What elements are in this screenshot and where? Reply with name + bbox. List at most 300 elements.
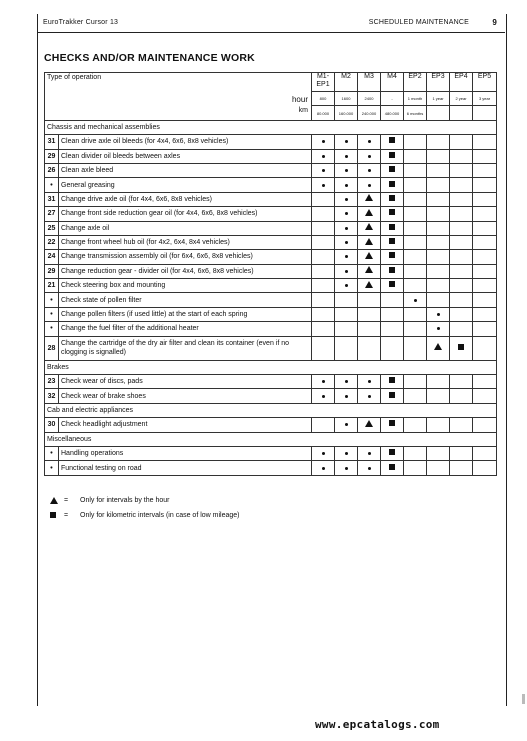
interval-mark-cell [404, 322, 427, 336]
interval-mark-cell [450, 135, 473, 149]
interval-mark-cell [312, 336, 335, 360]
interval-mark-cell [404, 336, 427, 360]
interval-mark-cell [404, 178, 427, 192]
operation-number: 24 [45, 250, 59, 264]
interval-km-value [473, 106, 497, 120]
interval-mark-cell [335, 307, 358, 321]
operation-description: Clean axle bleed [59, 163, 312, 177]
dot-mark [345, 198, 348, 201]
interval-mark-cell [335, 375, 358, 389]
table-row [45, 250, 497, 264]
operation-description: General greasing [59, 178, 312, 192]
dot-mark [368, 155, 371, 158]
interval-mark-cell [358, 336, 381, 360]
interval-mark-cell [473, 207, 497, 221]
interval-mark-cell [450, 279, 473, 293]
legend-text: Only for kilometric intervals (in case of low mileage) [80, 512, 240, 519]
operation-number: 28 [45, 336, 59, 360]
interval-mark-cell [381, 264, 404, 278]
interval-mark-cell [381, 446, 404, 460]
section-title-cell: Miscellaneous [45, 432, 497, 446]
table-row [45, 307, 497, 321]
interval-mark-cell [450, 163, 473, 177]
interval-mark-cell [312, 307, 335, 321]
interval-mark-cell [312, 461, 335, 475]
interval-column-header: M2 [335, 73, 358, 92]
square-mark [389, 152, 395, 158]
interval-mark-cell [427, 418, 450, 432]
interval-mark-cell [358, 279, 381, 293]
interval-mark-cell [381, 135, 404, 149]
interval-mark-cell [473, 149, 497, 163]
maintenance-table [44, 72, 497, 476]
interval-mark-cell [335, 461, 358, 475]
interval-mark-cell [381, 336, 404, 360]
dot-mark [345, 184, 348, 187]
section-title-cell: Brakes [45, 360, 497, 374]
interval-mark-cell [473, 293, 497, 307]
interval-mark-cell [358, 135, 381, 149]
interval-mark-cell [450, 418, 473, 432]
dot-mark [345, 395, 348, 398]
dot-mark [368, 467, 371, 470]
legend-item [50, 497, 170, 506]
interval-mark-cell [473, 178, 497, 192]
triangle-mark [365, 266, 373, 273]
interval-mark-cell [381, 250, 404, 264]
interval-mark-cell [312, 192, 335, 206]
legend-equals: = [64, 512, 69, 519]
operation-number: • [45, 307, 59, 321]
interval-mark-cell [335, 322, 358, 336]
triangle-mark [434, 343, 442, 350]
type-of-operation-header [45, 73, 312, 121]
square-mark [389, 252, 395, 258]
square-mark [389, 281, 395, 287]
triangle-mark [365, 252, 373, 259]
interval-mark-cell [312, 322, 335, 336]
interval-mark-cell [335, 418, 358, 432]
interval-mark-cell [381, 389, 404, 403]
square-mark [389, 195, 395, 201]
interval-mark-cell [427, 322, 450, 336]
triangle-mark [365, 223, 373, 230]
interval-mark-cell [450, 322, 473, 336]
interval-mark-cell [473, 264, 497, 278]
interval-mark-cell [312, 389, 335, 403]
triangle-mark [365, 194, 373, 201]
interval-mark-cell [312, 293, 335, 307]
interval-mark-cell [404, 221, 427, 235]
dot-mark [322, 155, 325, 158]
operation-description: Functional testing on road [59, 461, 312, 475]
interval-mark-cell [312, 135, 335, 149]
table-row [45, 375, 497, 389]
triangle-mark [365, 209, 373, 216]
interval-mark-cell [358, 192, 381, 206]
interval-mark-cell [404, 235, 427, 249]
operation-description: Change the cartridge of the dry air filter and clean its container (even if no clogging is signalled) [59, 336, 312, 360]
square-mark [389, 267, 395, 273]
dot-mark [345, 140, 348, 143]
interval-km-value: 6 months [404, 106, 427, 120]
square-mark [389, 464, 395, 470]
operation-number: • [45, 461, 59, 475]
interval-mark-cell [450, 264, 473, 278]
table-row [45, 192, 497, 206]
table-row [45, 389, 497, 403]
operation-description: Change front wheel hub oil (for 4x2, 6x4, 8x4 vehicles) [59, 235, 312, 249]
interval-mark-cell [335, 279, 358, 293]
interval-mark-cell [312, 207, 335, 221]
dot-mark [345, 155, 348, 158]
interval-mark-cell [358, 149, 381, 163]
interval-mark-cell [358, 235, 381, 249]
interval-mark-cell [404, 418, 427, 432]
interval-km-value: 240.000 [358, 106, 381, 120]
section-title-cell: Cab and electric appliances [45, 403, 497, 417]
dot-mark [345, 284, 348, 287]
dot-mark [368, 140, 371, 143]
operation-description: Change the fuel filter of the additional heater [59, 322, 312, 336]
interval-mark-cell [427, 336, 450, 360]
operation-number: • [45, 293, 59, 307]
interval-mark-cell [335, 293, 358, 307]
interval-mark-cell [427, 178, 450, 192]
operation-description: Handling operations [59, 446, 312, 460]
triangle-mark [365, 281, 373, 288]
table-row [45, 461, 497, 475]
interval-mark-cell [404, 192, 427, 206]
interval-mark-cell [381, 192, 404, 206]
operation-number: 29 [45, 264, 59, 278]
interval-mark-cell [450, 192, 473, 206]
interval-mark-cell [335, 149, 358, 163]
square-mark [50, 512, 56, 518]
triangle-mark [365, 420, 373, 427]
interval-mark-cell [381, 163, 404, 177]
interval-hour-value: 1600 [335, 92, 358, 106]
operation-description: Change transmission assembly oil (for 6x4, 6x6, 8x8 vehicles) [59, 250, 312, 264]
operation-description: Check steering box and mounting [59, 279, 312, 293]
operation-description: Change reduction gear - divider oil (for 4x4, 6x6, 8x8 vehicles) [59, 264, 312, 278]
interval-column-header: EP4 [450, 73, 473, 92]
operation-description: Check wear of discs, pads [59, 375, 312, 389]
interval-mark-cell [450, 293, 473, 307]
dot-mark [345, 452, 348, 455]
interval-mark-cell [381, 221, 404, 235]
operation-description: Check wear of brake shoes [59, 389, 312, 403]
square-mark [389, 238, 395, 244]
operation-description: Check state of pollen filter [59, 293, 312, 307]
interval-column-header: EP2 [404, 73, 427, 92]
interval-mark-cell [473, 375, 497, 389]
interval-mark-cell [358, 163, 381, 177]
interval-mark-cell [450, 250, 473, 264]
interval-mark-cell [473, 279, 497, 293]
interval-mark-cell [473, 307, 497, 321]
interval-mark-cell [335, 389, 358, 403]
interval-mark-cell [427, 461, 450, 475]
table-row [45, 163, 497, 177]
interval-mark-cell [473, 250, 497, 264]
interval-mark-cell [473, 135, 497, 149]
dot-mark [322, 395, 325, 398]
scrollbar-thumb[interactable] [522, 694, 525, 704]
interval-mark-cell [335, 192, 358, 206]
interval-mark-cell [450, 389, 473, 403]
dot-mark [322, 184, 325, 187]
interval-mark-cell [450, 307, 473, 321]
interval-mark-cell [473, 192, 497, 206]
interval-mark-cell [358, 250, 381, 264]
footer-url[interactable]: www.epcatalogs.com [315, 718, 440, 731]
square-mark [389, 166, 395, 172]
page-number: 9 [492, 18, 497, 27]
dot-mark [345, 169, 348, 172]
interval-mark-cell [358, 322, 381, 336]
interval-mark-cell [335, 336, 358, 360]
interval-mark-cell [450, 235, 473, 249]
table-row [45, 221, 497, 235]
interval-mark-cell [427, 235, 450, 249]
interval-mark-cell [427, 192, 450, 206]
interval-mark-cell [358, 389, 381, 403]
dot-mark [322, 380, 325, 383]
interval-mark-cell [427, 250, 450, 264]
interval-column-header: EP3 [427, 73, 450, 92]
operation-description: Change drive axle oil (for 4x4, 6x6, 8x8 vehicles) [59, 192, 312, 206]
interval-mark-cell [312, 250, 335, 264]
interval-hour-value: - [381, 92, 404, 106]
dot-mark [345, 255, 348, 258]
operation-number: 26 [45, 163, 59, 177]
dot-mark [414, 299, 417, 302]
square-mark [389, 449, 395, 455]
section-title-cell: Chassis and mechanical assemblies [45, 120, 497, 134]
interval-mark-cell [358, 461, 381, 475]
dot-mark [322, 467, 325, 470]
operation-number: • [45, 322, 59, 336]
operation-number: 31 [45, 192, 59, 206]
interval-mark-cell [427, 389, 450, 403]
interval-mark-cell [312, 178, 335, 192]
section-row [45, 360, 497, 374]
operation-number: 30 [45, 418, 59, 432]
interval-mark-cell [358, 375, 381, 389]
interval-mark-cell [404, 264, 427, 278]
triangle-mark [50, 497, 58, 504]
interval-mark-cell [473, 389, 497, 403]
interval-mark-cell [358, 446, 381, 460]
interval-mark-cell [450, 446, 473, 460]
interval-mark-cell [312, 264, 335, 278]
table-row [45, 322, 497, 336]
km-label: km [298, 107, 308, 114]
hour-label: hour [291, 95, 308, 104]
interval-mark-cell [450, 375, 473, 389]
dot-mark [368, 395, 371, 398]
triangle-mark [365, 238, 373, 245]
interval-mark-cell [473, 322, 497, 336]
interval-mark-cell [358, 293, 381, 307]
interval-mark-cell [427, 279, 450, 293]
interval-mark-cell [312, 235, 335, 249]
interval-mark-cell [381, 235, 404, 249]
table-row [45, 135, 497, 149]
interval-mark-cell [473, 221, 497, 235]
square-mark [389, 137, 395, 143]
interval-mark-cell [473, 235, 497, 249]
table-row [45, 149, 497, 163]
header-row-columns [45, 73, 497, 92]
interval-mark-cell [450, 207, 473, 221]
interval-mark-cell [312, 375, 335, 389]
dot-mark [345, 212, 348, 215]
operation-description: Change front side reduction gear oil (for 4x4, 6x6, 8x8 vehicles) [59, 207, 312, 221]
interval-mark-cell [427, 163, 450, 177]
interval-mark-cell [427, 221, 450, 235]
interval-mark-cell [335, 163, 358, 177]
square-mark [389, 392, 395, 398]
interval-mark-cell [473, 461, 497, 475]
interval-mark-cell [404, 389, 427, 403]
section-row [45, 432, 497, 446]
interval-column-header: M4 [381, 73, 404, 92]
table-row [45, 418, 497, 432]
square-mark [458, 344, 464, 350]
interval-mark-cell [381, 293, 404, 307]
interval-mark-cell [427, 375, 450, 389]
interval-km-value: 480.000 [381, 106, 404, 120]
dot-mark [437, 313, 440, 316]
interval-mark-cell [312, 279, 335, 293]
operation-description: Clean drive axle oil bleeds (for 4x4, 6x6, 8x8 vehicles) [59, 135, 312, 149]
interval-mark-cell [312, 418, 335, 432]
interval-mark-cell [381, 149, 404, 163]
dot-mark [345, 380, 348, 383]
interval-mark-cell [427, 207, 450, 221]
legend-equals: = [64, 497, 69, 504]
operation-description: Clean divider oil bleeds between axles [59, 149, 312, 163]
interval-mark-cell [381, 461, 404, 475]
interval-mark-cell [358, 418, 381, 432]
dot-mark [322, 169, 325, 172]
square-mark [389, 420, 395, 426]
interval-mark-cell [312, 149, 335, 163]
interval-mark-cell [358, 264, 381, 278]
interval-mark-cell [427, 135, 450, 149]
table-row [45, 279, 497, 293]
interval-mark-cell [312, 221, 335, 235]
table-row [45, 207, 497, 221]
table-row [45, 446, 497, 460]
dot-mark [345, 270, 348, 273]
interval-mark-cell [427, 446, 450, 460]
dot-mark [345, 227, 348, 230]
dot-mark [368, 380, 371, 383]
interval-mark-cell [335, 178, 358, 192]
interval-mark-cell [427, 149, 450, 163]
interval-km-value [427, 106, 450, 120]
interval-mark-cell [358, 207, 381, 221]
dot-mark [345, 467, 348, 470]
interval-mark-cell [473, 336, 497, 360]
interval-column-header: M1- EP1 [312, 73, 335, 92]
operation-number: 29 [45, 149, 59, 163]
interval-mark-cell [473, 163, 497, 177]
interval-mark-cell [404, 163, 427, 177]
interval-km-value: 160.000 [335, 106, 358, 120]
dot-mark [368, 452, 371, 455]
operation-number: 25 [45, 221, 59, 235]
interval-mark-cell [404, 293, 427, 307]
interval-mark-cell [335, 250, 358, 264]
interval-mark-cell [427, 264, 450, 278]
section-row [45, 403, 497, 417]
operation-number: 21 [45, 279, 59, 293]
dot-mark [345, 423, 348, 426]
interval-mark-cell [404, 375, 427, 389]
interval-mark-cell [404, 279, 427, 293]
interval-mark-cell [450, 149, 473, 163]
operation-number: • [45, 446, 59, 460]
interval-hour-value: 800 [312, 92, 335, 106]
interval-hour-value: 1 year [427, 92, 450, 106]
legend-item [50, 512, 240, 520]
interval-mark-cell [381, 178, 404, 192]
table-row [45, 336, 497, 360]
operation-description: Check headlight adjustment [59, 418, 312, 432]
dot-mark [368, 169, 371, 172]
interval-mark-cell [358, 178, 381, 192]
interval-mark-cell [381, 322, 404, 336]
interval-mark-cell [335, 207, 358, 221]
interval-km-value [450, 106, 473, 120]
square-mark [389, 181, 395, 187]
interval-mark-cell [450, 221, 473, 235]
page-header [37, 14, 505, 33]
dot-mark [345, 241, 348, 244]
interval-mark-cell [312, 163, 335, 177]
header-chapter-title: SCHEDULED MAINTENANCE [368, 19, 469, 26]
interval-mark-cell [404, 135, 427, 149]
interval-km-value: 80.000 [312, 106, 335, 120]
type-of-operation-label: Type of operation [47, 74, 102, 81]
section-row [45, 120, 497, 134]
dot-mark [322, 140, 325, 143]
operation-number: 31 [45, 135, 59, 149]
legend-text: Only for intervals by the hour [80, 497, 170, 504]
interval-mark-cell [404, 446, 427, 460]
interval-mark-cell [381, 279, 404, 293]
dot-mark [322, 452, 325, 455]
dot-mark [437, 327, 440, 330]
interval-mark-cell [335, 221, 358, 235]
operation-number: 32 [45, 389, 59, 403]
interval-column-header: EP5 [473, 73, 497, 92]
square-mark [389, 224, 395, 230]
interval-mark-cell [381, 418, 404, 432]
interval-mark-cell [335, 264, 358, 278]
interval-mark-cell [381, 307, 404, 321]
interval-hour-value: 3 year [473, 92, 497, 106]
interval-mark-cell [358, 221, 381, 235]
interval-mark-cell [450, 336, 473, 360]
interval-mark-cell [473, 446, 497, 460]
operation-description: Change pollen filters (if used little) at the start of each spring [59, 307, 312, 321]
operation-number: 22 [45, 235, 59, 249]
